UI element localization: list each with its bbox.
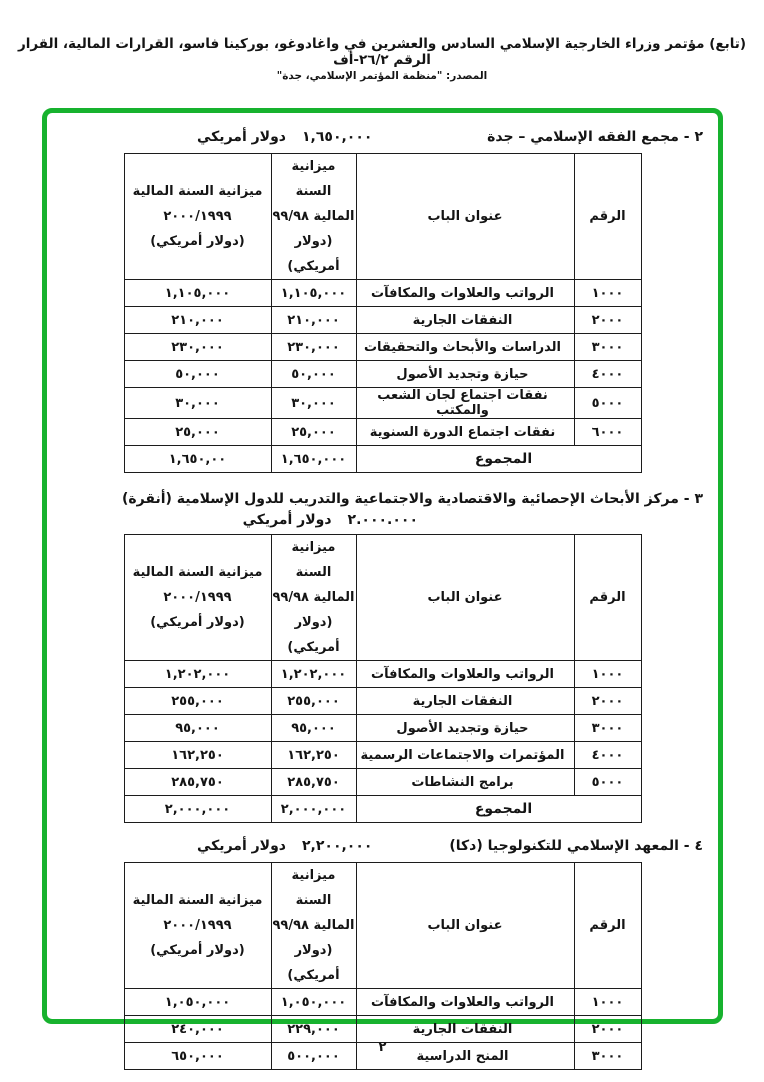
cell-label: المؤتمرات والاجتماعات الرسمية (356, 742, 574, 769)
cell-num: ٢٠٠٠ (574, 1016, 641, 1043)
cell-b1: ٢٨٥,٧٥٠ (271, 769, 356, 796)
cell-num: ٢٠٠٠ (574, 688, 641, 715)
cell-b1: ٥٠٠,٠٠٠ (271, 1043, 356, 1070)
section-2-currency: دولار أمريكي (242, 512, 332, 528)
cell-num: ٣٠٠٠ (574, 715, 641, 742)
column-header-title: عنوان الباب (356, 154, 574, 280)
header-line: (دولار أمريكي) (150, 943, 245, 958)
cell-label: النفقات الجارية (356, 307, 574, 334)
table-2-total-row (124, 796, 641, 823)
section-3-currency: دولار أمريكي (197, 838, 286, 854)
cell-label: حيازة وتجديد الأصول (356, 715, 574, 742)
cell-b2: ١,١٠٥,٠٠٠ (124, 280, 271, 307)
cell-num: ٥٠٠٠ (574, 769, 641, 796)
table-row (124, 280, 641, 307)
total-label: المجموع (356, 796, 641, 823)
cell-num: ٦٠٠٠ (574, 419, 641, 446)
cell-b2: ٥٠,٠٠٠ (124, 361, 271, 388)
header-line: (دولار أمريكي) (287, 234, 340, 274)
cell-b2: ٣٠,٠٠٠ (124, 388, 271, 419)
cell-num: ١٠٠٠ (574, 280, 641, 307)
budget-table-1 (124, 153, 642, 473)
table-1-total-row (124, 446, 641, 473)
page-number: ٢ (378, 1040, 387, 1055)
table-row (124, 769, 641, 796)
cell-num: ٥٠٠٠ (574, 388, 641, 419)
cell-num: ٢٠٠٠ (574, 307, 641, 334)
document-header-line: (تابع) مؤتمر وزراء الخارجية الإسلامي السادس والعشرين في واغادوغو، بوركينا فاسو، القرارات المالية، القرار الرقم ٢٦/٢-أف (18, 36, 746, 68)
table-row (124, 989, 641, 1016)
cell-b2: ٢٣٠,٠٠٠ (124, 334, 271, 361)
header-line: ٢٠٠٠/١٩٩٩ (163, 918, 232, 933)
cell-label: المنح الدراسية (356, 1043, 574, 1070)
section-3-title: ٤ - المعهد الإسلامي للتكنولوجيا (دكا) (449, 838, 703, 854)
cell-b1: ٢٥,٠٠٠ (271, 419, 356, 446)
section-1-title-row (47, 129, 718, 145)
cell-b2: ٢٥,٠٠٠ (124, 419, 271, 446)
cell-label: نفقات اجتماع الدورة السنوية (356, 419, 574, 446)
section-2-title: ٣ - مركز الأبحاث الإحصائية والاقتصادية والاجتماعية والتدريب للدول الإسلامية (أنقرة) (122, 491, 703, 507)
cell-num: ٤٠٠٠ (574, 361, 641, 388)
table-row (124, 715, 641, 742)
section-2-amount-cluster (243, 512, 418, 528)
header-line: ٢٠٠٠/١٩٩٩ (163, 209, 232, 224)
column-header-number: الرقم (574, 863, 641, 989)
column-header-budget-9900 (124, 535, 271, 661)
column-header-budget-9900 (124, 154, 271, 280)
section-1-title: ٢ - مجمع الفقه الإسلامي – جدة (487, 129, 703, 145)
header-line: ميزانية السنة (291, 159, 336, 199)
cell-num: ٣٠٠٠ (574, 334, 641, 361)
table-row (124, 334, 641, 361)
table-row (124, 361, 641, 388)
cell-b1: ٩٥,٠٠٠ (271, 715, 356, 742)
table-row (124, 419, 641, 446)
cell-b2: ٩٥,٠٠٠ (124, 715, 271, 742)
column-header-number: الرقم (574, 535, 641, 661)
cell-label: النفقات الجارية (356, 688, 574, 715)
total-budget-9900: ٢,٠٠٠,٠٠٠ (124, 796, 271, 823)
header-line: المالية ٩٩/٩٨ (272, 209, 355, 224)
table-row (124, 742, 641, 769)
cell-b1: ٢٥٥,٠٠٠ (271, 688, 356, 715)
source-line: المصدر: "منظمة المؤتمر الإسلامي، جدة" (276, 70, 488, 82)
cell-b1: ١,٢٠٢,٠٠٠ (271, 661, 356, 688)
cell-label: الرواتب والعلاوات والمكافآت (356, 989, 574, 1016)
section-3-amount-value: ٢,٢٠٠,٠٠٠ (301, 838, 373, 854)
column-header-budget-9899 (271, 535, 356, 661)
cell-b2: ٢١٠,٠٠٠ (124, 307, 271, 334)
cell-b1: ٢١٠,٠٠٠ (271, 307, 356, 334)
cell-label: النفقات الجارية (356, 1016, 574, 1043)
cell-b1: ٣٠,٠٠٠ (271, 388, 356, 419)
column-header-number: الرقم (574, 154, 641, 280)
header-line: ٢٠٠٠/١٩٩٩ (163, 590, 232, 605)
cell-label: الرواتب والعلاوات والمكافآت (356, 661, 574, 688)
header-line: ميزانية السنة المالية (132, 893, 263, 908)
table-3-header-row (124, 863, 641, 989)
cell-b2: ٢٤٠,٠٠٠ (124, 1016, 271, 1043)
cell-label: الدراسات والأبحاث والتحقيقات (356, 334, 574, 361)
header-line: (دولار أمريكي) (150, 234, 245, 249)
table-row (124, 1016, 641, 1043)
cell-num: ٣٠٠٠ (574, 1043, 641, 1070)
cell-label: نفقات اجتماع لجان الشعب والمكتب (356, 388, 574, 419)
total-label: المجموع (356, 446, 641, 473)
section-2-amount-value: ٢.٠٠٠.٠٠٠ (347, 512, 418, 528)
section-1-currency: دولار أمريكي (197, 129, 286, 145)
section-3-amount (197, 838, 372, 854)
cell-label: حيازة وتجديد الأصول (356, 361, 574, 388)
section-2-amount (47, 512, 718, 528)
green-frame (42, 108, 723, 1064)
header-line: (دولار أمريكي) (287, 943, 340, 983)
cell-b1: ٥٠,٠٠٠ (271, 361, 356, 388)
cell-b2: ١,٢٠٢,٠٠٠ (124, 661, 271, 688)
cell-b2: ٢٨٥,٧٥٠ (124, 769, 271, 796)
column-header-budget-9899 (271, 154, 356, 280)
cell-num: ١٠٠٠ (574, 661, 641, 688)
header-line: ميزانية السنة (291, 868, 336, 908)
cell-b1: ٢٢٩,٠٠٠ (271, 1016, 356, 1043)
total-budget-9899: ٢,٠٠٠,٠٠٠ (271, 796, 356, 823)
cell-b2: ١,٠٥٠,٠٠٠ (124, 989, 271, 1016)
table-row (124, 688, 641, 715)
cell-b1: ١,١٠٥,٠٠٠ (271, 280, 356, 307)
table-row (124, 661, 641, 688)
header-line: ميزانية السنة المالية (132, 565, 263, 580)
header-line: ميزانية السنة المالية (132, 184, 263, 199)
budget-table-2 (124, 534, 642, 823)
total-budget-9900: ١,٦٥٠,٠٠ (124, 446, 271, 473)
column-header-budget-9900 (124, 863, 271, 989)
budget-table-3 (124, 862, 642, 1070)
header-line: المالية ٩٩/٩٨ (272, 918, 355, 933)
cell-label: برامج النشاطات (356, 769, 574, 796)
header-line: ميزانية السنة (291, 540, 336, 580)
section-1-amount-value: ١,٦٥٠,٠٠٠ (301, 129, 373, 145)
table-2-header-row (124, 535, 641, 661)
cell-b1: ١٦٢,٢٥٠ (271, 742, 356, 769)
column-header-budget-9899 (271, 863, 356, 989)
cell-num: ٤٠٠٠ (574, 742, 641, 769)
cell-label: الرواتب والعلاوات والمكافآت (356, 280, 574, 307)
table-1-header-row (124, 154, 641, 280)
cell-b1: ١,٠٥٠,٠٠٠ (271, 989, 356, 1016)
section-3-title-row (47, 838, 718, 854)
cell-b2: ٦٥٠,٠٠٠ (124, 1043, 271, 1070)
column-header-title: عنوان الباب (356, 535, 574, 661)
header-line: المالية ٩٩/٩٨ (272, 590, 355, 605)
cell-b1: ٢٣٠,٠٠٠ (271, 334, 356, 361)
column-header-title: عنوان الباب (356, 863, 574, 989)
cell-b2: ٢٥٥,٠٠٠ (124, 688, 271, 715)
table-row (124, 388, 641, 419)
section-1-amount (197, 129, 372, 145)
cell-b2: ١٦٢,٢٥٠ (124, 742, 271, 769)
total-budget-9899: ١,٦٥٠,٠٠٠ (271, 446, 356, 473)
cell-num: ١٠٠٠ (574, 989, 641, 1016)
table-row (124, 307, 641, 334)
header-line: (دولار أمريكي) (287, 615, 340, 655)
header-line: (دولار أمريكي) (150, 615, 245, 630)
